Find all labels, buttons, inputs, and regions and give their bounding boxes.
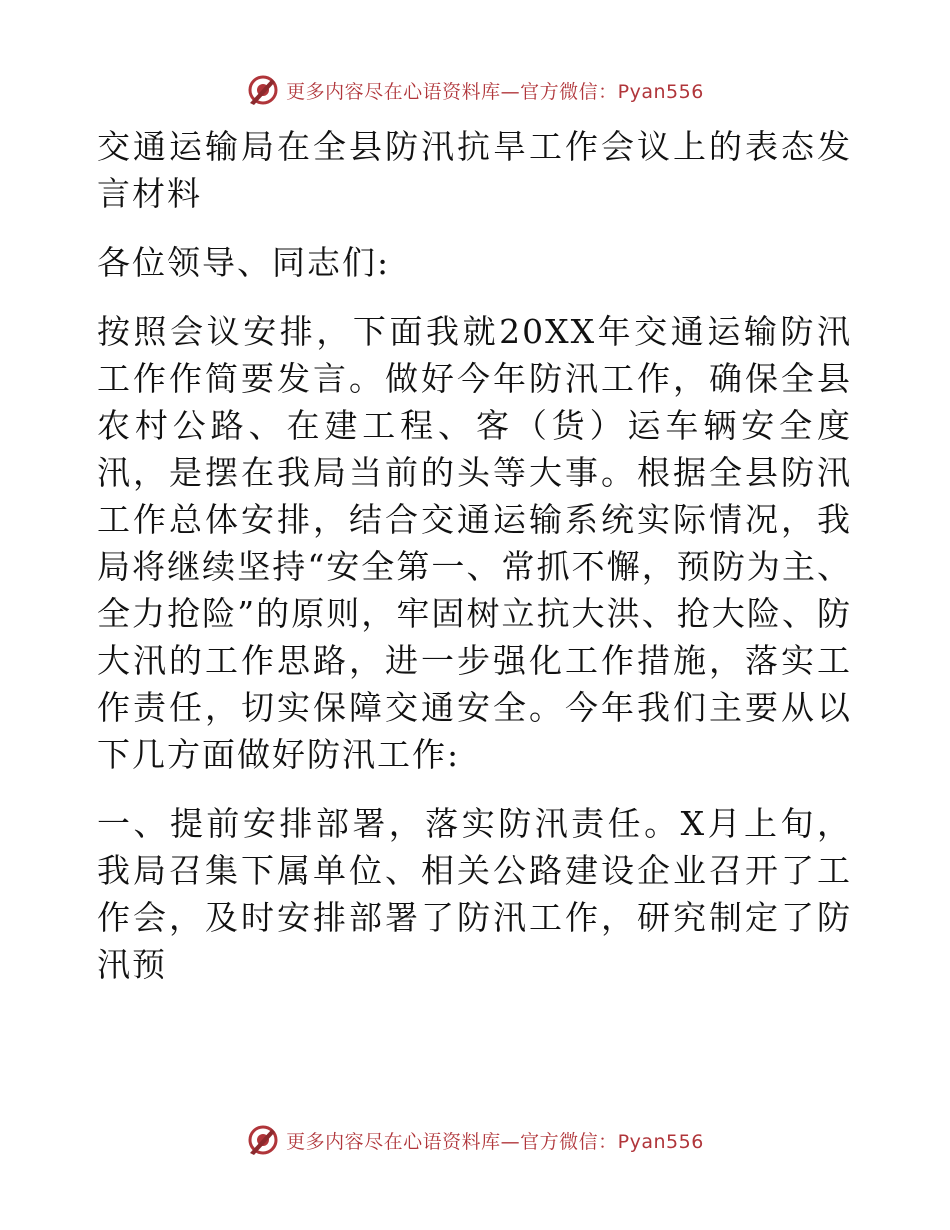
salutation: 各位领导、同志们:: [97, 243, 391, 282]
paragraph: 按照会议安排，下面我就20XX年交通运输防汛工作作简要发言。做好今年防汛工作，确保全县农村公路、在建工程、客（货）运车辆安全度汛，是摆在我局当前的头等大事。根据全县防汛工作总体安排，结合交通运输系统实际情况，我局将继续坚持“安全第一、常抓不懈，预防为主、全力抢险”的原则，牢固树立抗大洪、抢大险、防大汛的工作思路，进一步强化工作措施，落实工作责任，切实保障交通安全。今年我们主要从以下几方面做好防汛工作:: [97, 312, 852, 774]
document-body: [97, 123, 852, 1010]
header-watermark: [0, 70, 950, 110]
quill-pen-seal-icon: [246, 1123, 280, 1157]
watermark-text: 更多内容尽在心语资料库—官方微信：Pyan556: [286, 80, 704, 103]
quill-pen-seal-icon: [246, 73, 280, 107]
paragraph: 一、提前安排部署，落实防汛责任。X月上旬，我局召集下属单位、相关公路建设企业召开了工作会，及时安排部署了防汛工作，研究制定了防汛预: [97, 804, 852, 984]
document-title: 交通运输局在全县防汛抗旱工作会议上的表态发言材料: [97, 127, 852, 213]
footer-watermark: [0, 1120, 950, 1160]
watermark-text: 更多内容尽在心语资料库—官方微信：Pyan556: [286, 1130, 704, 1153]
